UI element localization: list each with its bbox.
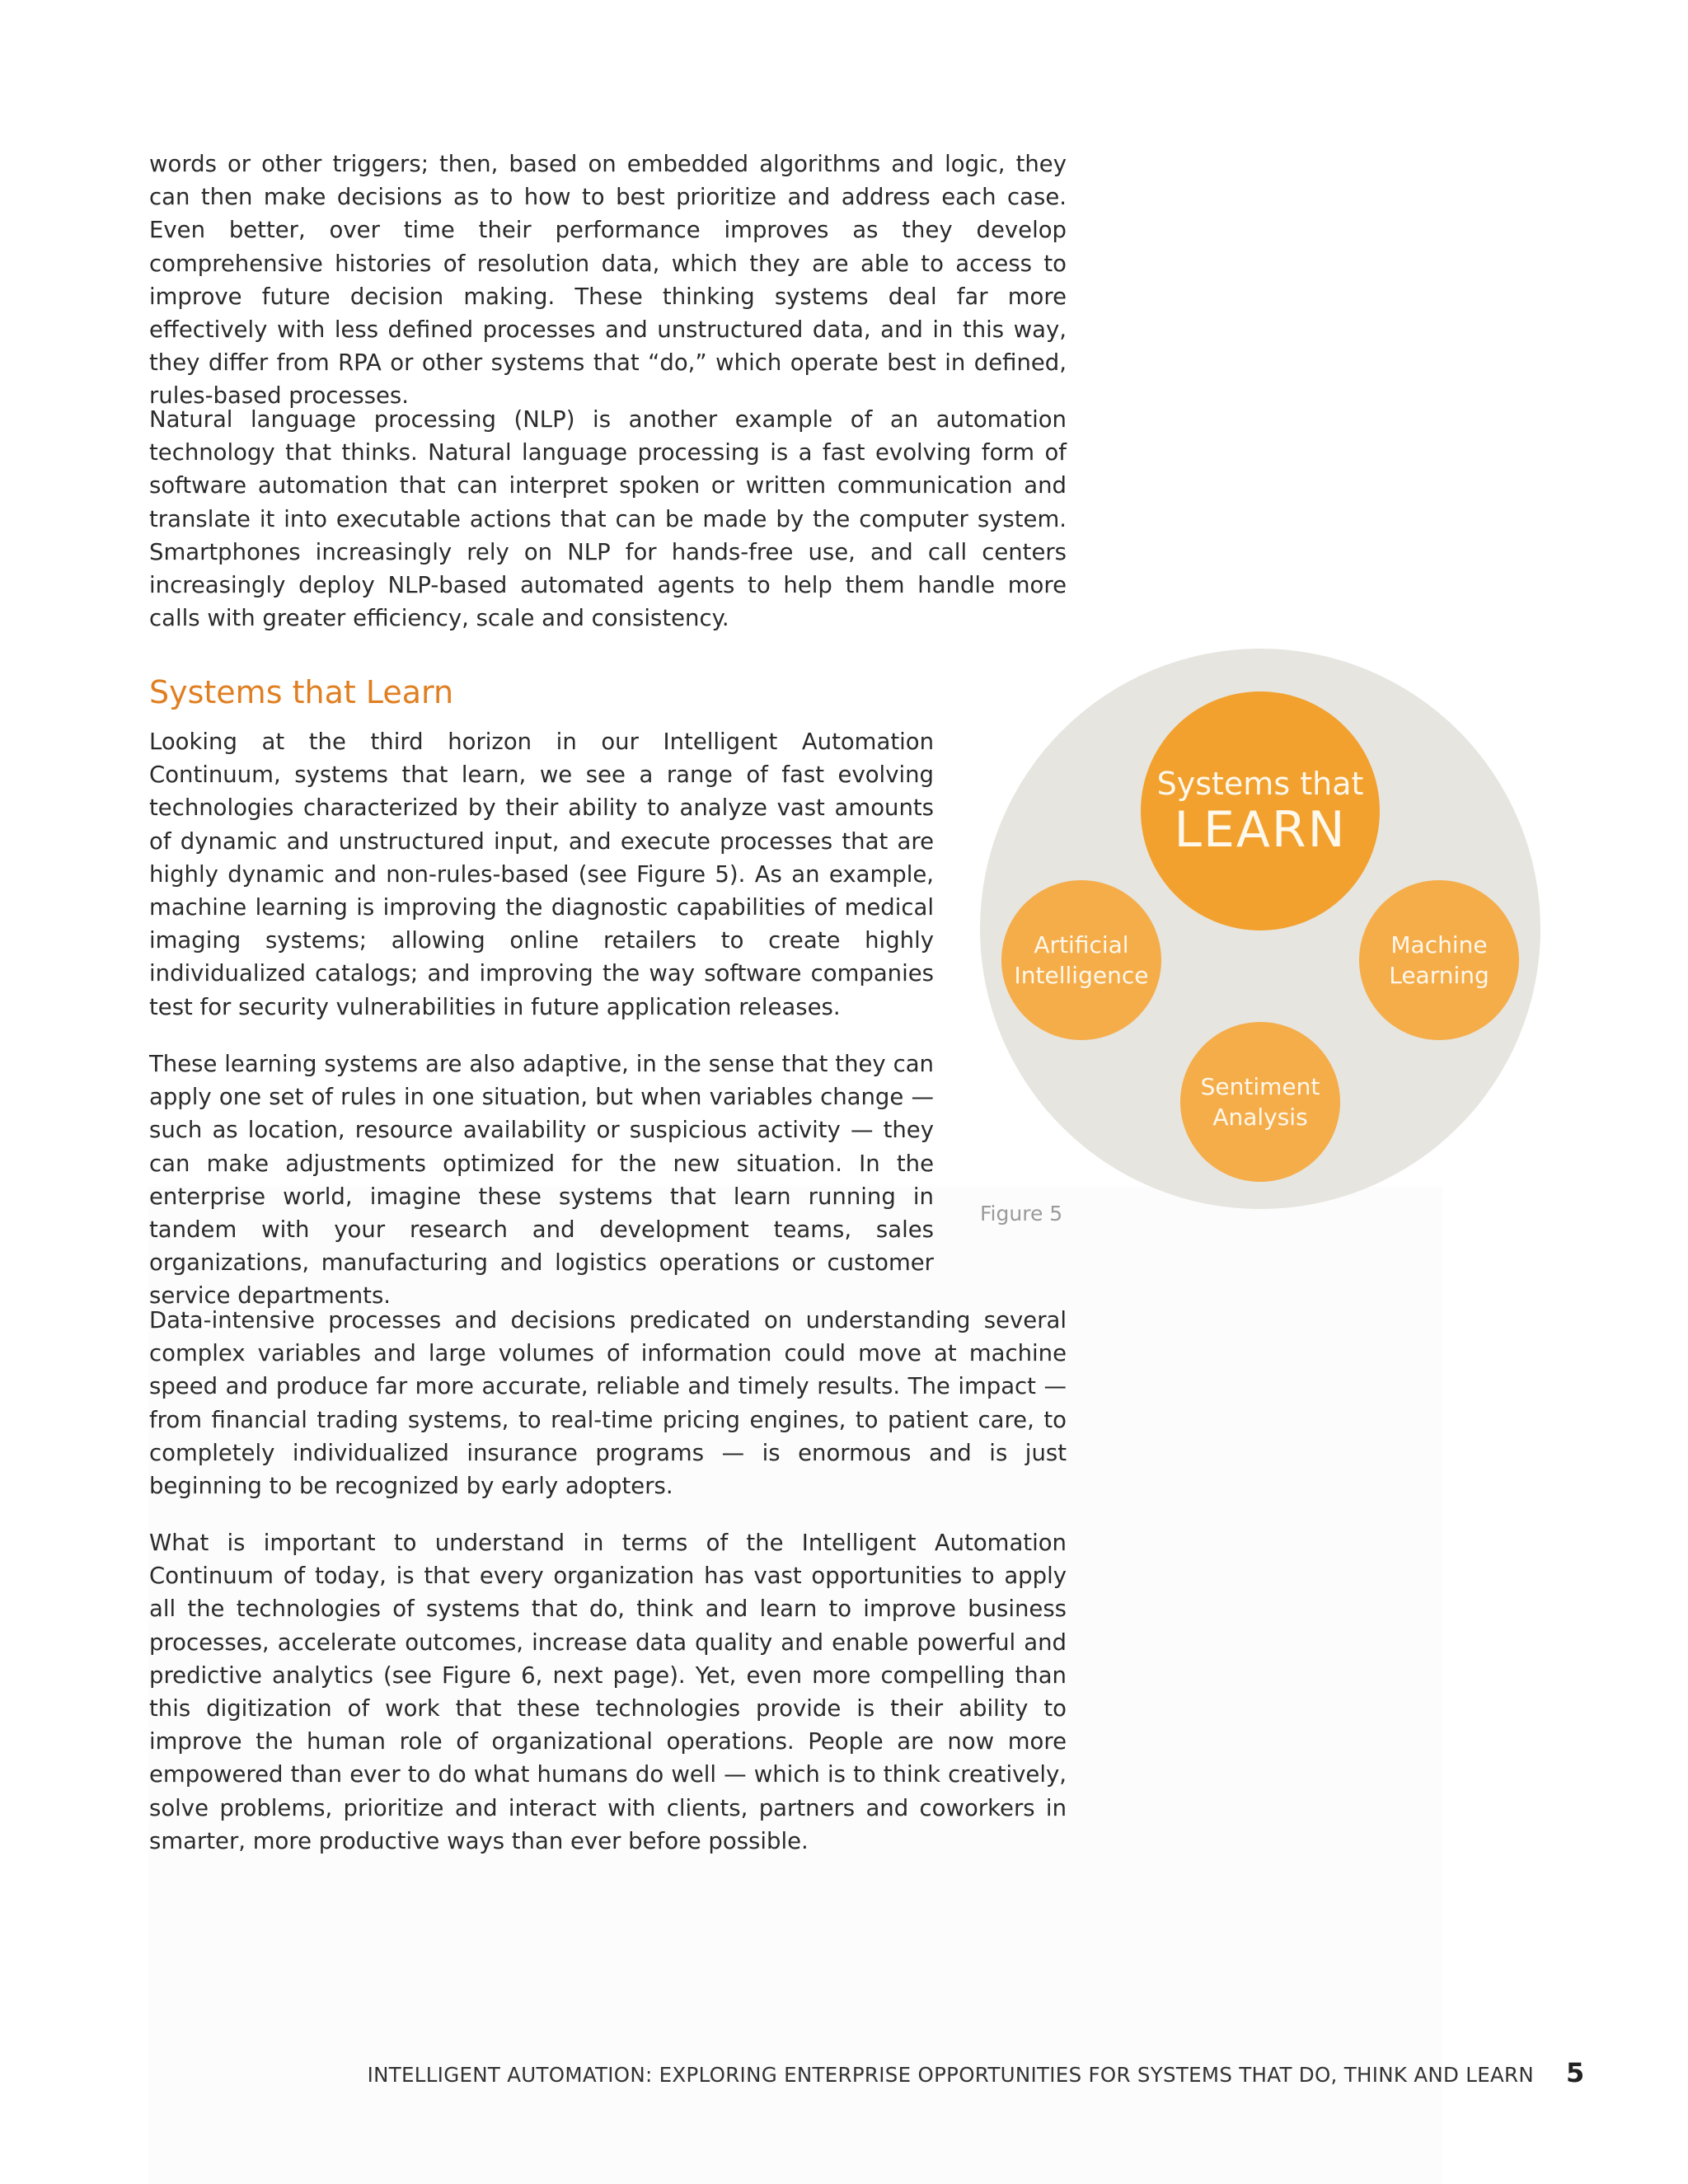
node-label: Machine	[1390, 931, 1488, 958]
node-sentiment-analysis	[1180, 1022, 1340, 1182]
node-label: Learning	[1389, 962, 1489, 989]
figure-5-diagram	[980, 649, 1540, 1209]
running-footer-title: INTELLIGENT AUTOMATION: EXPLORING ENTERPRISE OPPORTUNITIES FOR SYSTEMS THAT DO, THINK AND LEARN	[367, 2063, 1534, 2087]
node-systems-that-learn	[1141, 691, 1380, 930]
section-heading: Systems that Learn	[149, 674, 454, 710]
node-label: Analysis	[1212, 1104, 1308, 1131]
body-paragraph: These learning systems are also adaptive, in the sense that they can apply one set of rules in one situation, but when variables change — such as location, resource availability or suspicious activity — they can make adjustments optimized for the new situation. In the enterprise world, imagine these systems that learn running in tandem with your research and development teams, sales organizations, manufacturing and logistics operations or customer service departments.	[149, 1051, 934, 1310]
body-paragraph: Looking at the third horizon in our Intelligent Automation Continuum, systems that learn, we see a range of fast evolving technologies characterized by their ability to analyze vast amounts of dynamic and unstructured input, and execute processes that are highly dynamic and non-rules-based (see Figure 5). As an example, machine learning is improving the diagnostic capabilities of medical imaging systems; allowing online retailers to create highly individualized catalogs; and improving the way software companies test for security vulnerabilities in future application releases.	[149, 729, 934, 1020]
node-label: Intelligence	[1014, 962, 1149, 989]
body-paragraph: Natural language processing (NLP) is another example of an automation technology that thinks. Natural language processing is a fast evolving form of software automation that can interpret spoken or written communication and translate it into executable actions that can be made by the computer system. Smartphones increasingly rely on NLP for hands-free use, and call centers increasingly deploy NLP-based automated agents to help them handle more calls with greater efficiency, scale and consistency.	[149, 406, 1067, 632]
body-paragraph: What is important to understand in terms of the Intelligent Automation Continuum of today, is that every organization has vast opportunities to apply all the technologies of systems that do, think and learn to improve business processes, accelerate outcomes, increase data quality and enable powerful and predictive analytics (see Figure 6, next page). Yet, even more compelling than this digitization of work that these technologies provide is their ability to improve the human role of organizational operations. People are now more empowered than ever to do what humans do well — which is to think creatively, solve problems, prioritize and interact with clients, partners and coworkers in smarter, more productive ways than ever before possible.	[149, 1530, 1067, 1854]
figure-caption: Figure 5	[980, 1202, 1063, 1226]
node-label-emphasis: LEARN	[1174, 801, 1347, 859]
node-label: Sentiment	[1200, 1073, 1320, 1100]
node-artificial-intelligence	[1001, 880, 1161, 1040]
node-machine-learning	[1359, 880, 1519, 1040]
node-label: Systems that	[1156, 766, 1364, 802]
body-paragraph: Data-intensive processes and decisions predicated on understanding several complex variables and large volumes of information could move at machine speed and produce far more accurate, reliable and timely results. The impact — from financial trading systems, to real-time pricing engines, to patient care, to completely individualized insurance programs — is enormous and is just beginning to be recognized by early adopters.	[149, 1307, 1067, 1500]
page-number: 5	[1566, 2057, 1585, 2088]
node-label: Artificial	[1034, 931, 1129, 958]
body-paragraph: words or other triggers; then, based on embedded algorithms and logic, they can then make decisions as to how to best prioritize and address each case. Even better, over time their performance improves as they develop comprehensive histories of resolution data, which they are able to access to improve future decision making. These thinking systems deal far more effectively with less defined processes and unstructured data, and in this way, they differ from RPA or other systems that “do,” which operate best in defined, rules-based processes.	[149, 151, 1067, 410]
